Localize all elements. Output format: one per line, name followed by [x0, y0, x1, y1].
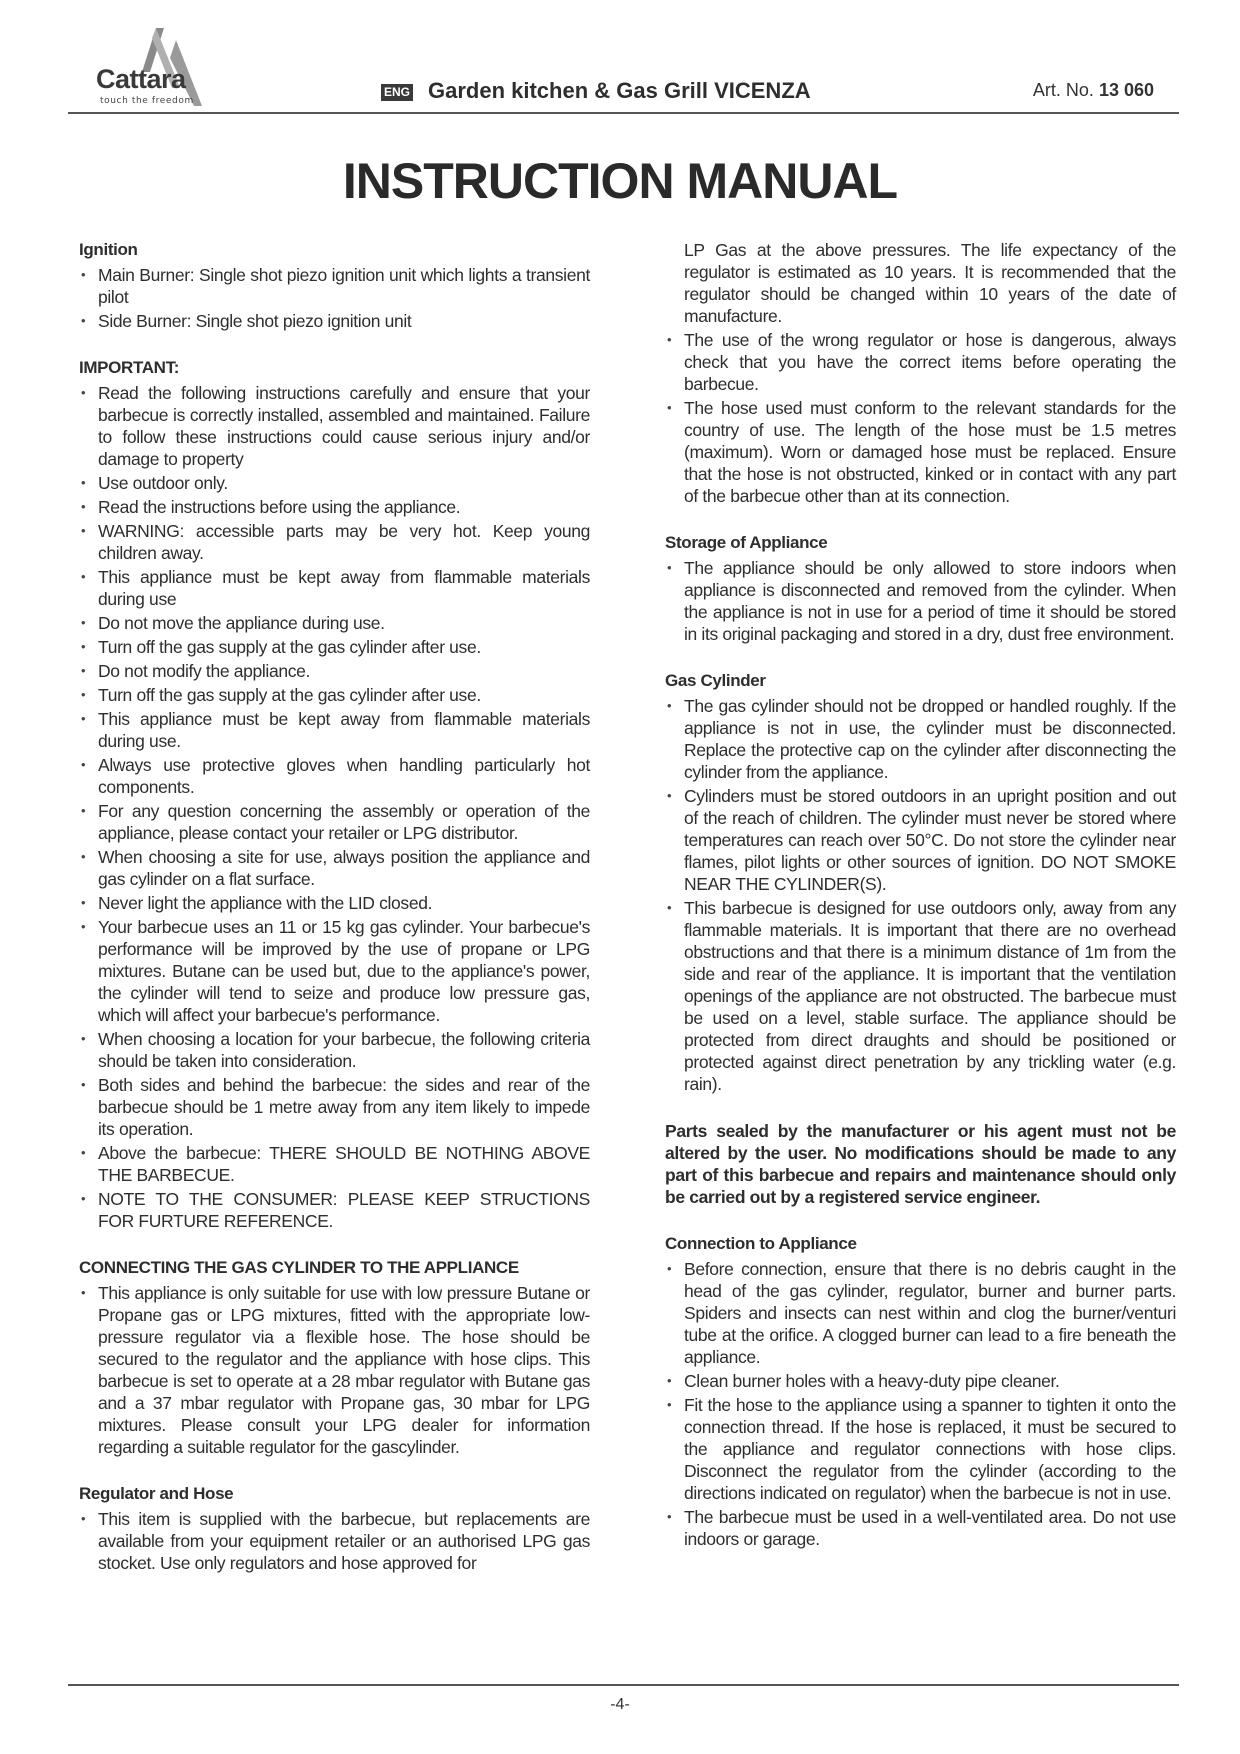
section-heading: Connection to Appliance — [665, 1234, 857, 1253]
list-item: • Side Burner: Single shot piezo ignition unit — [79, 310, 590, 332]
section — [79, 239, 590, 332]
list-item: • Use outdoor only. — [79, 472, 590, 494]
section — [79, 357, 590, 1232]
list-item: • Always use protective gloves when handling particularly hot components. — [79, 754, 590, 798]
list-item: • Cylinders must be stored outdoors in an upright position and out of the reach of children. The cylinder must never be stored where temperatures can reach over 50°C. Do not store the cylinder near flames, pilot lights or other sources of ignition. DO NOT SMOKE NEAR THE CYLINDER(S). — [665, 785, 1176, 895]
header-divider — [68, 112, 1179, 114]
list-item: • Before connection, ensure that there is no debris caught in the head of the gas cylinder, regulator, burner and burner parts. Spiders and insects can nest within and clog the burner/venturi tube at the orifice. A clogged burner can lead to a fire beneath the appliance. — [665, 1258, 1176, 1368]
section — [665, 532, 1176, 645]
bullet-list — [79, 1282, 590, 1458]
page-title: INSTRUCTION MANUAL — [342, 153, 898, 209]
list-item: • Turn off the gas supply at the gas cylinder after use. — [79, 684, 590, 706]
list-item: • This appliance is only suitable for use with low pressure Butane or Propane gas or LPG mixtures, fitted with the appropriate low-pressure regulator via a flexible hose. The hose should be secured to the regulator and the appliance with hose clips. This barbecue is set to operate at a 28 mbar regulator with Butane gas and a 37 mbar regulator with Propane gas, 30 mbar for LPG mixtures. Please consult your LPG dealer for information regarding a suitable regulator for the gascylinder. — [79, 1282, 590, 1458]
list-item: • This appliance must be kept away from flammable materials during use — [79, 566, 590, 610]
product-title: Garden kitchen & Gas Grill VICENZA — [428, 78, 811, 103]
bullet-list — [79, 382, 590, 1232]
list-item: • Your barbecue uses an 11 or 15 kg gas cylinder. Your barbecue's performance will be improved by the use of propane or LPG mixtures. Butane can be used but, due to the appliance's power, the cylinder will tend to seize and produce low pressure gas, which will affect your barbecue's performance. — [79, 916, 590, 1026]
language-badge: ENG — [381, 84, 413, 101]
list-item: • This item is supplied with the barbecue, but replacements are available from your equipment retailer or an authorised LPG gas stocket. Use only regulators and hose approved for — [79, 1508, 590, 1574]
bullet-list — [665, 1258, 1176, 1550]
section — [665, 1233, 1176, 1550]
bullet-list — [665, 695, 1176, 1095]
section — [665, 670, 1176, 1095]
list-item: • The gas cylinder should not be dropped or handled roughly. If the appliance is not in use, the cylinder must be disconnected. Replace the protective cap on the cylinder after disconnecting the cylinder from the appliance. — [665, 695, 1176, 783]
bullet-list — [79, 1508, 590, 1574]
list-item: • Do not move the appliance during use. — [79, 612, 590, 634]
list-item: • This appliance must be kept away from flammable materials during use. — [79, 708, 590, 752]
footer-divider — [68, 1684, 1179, 1686]
section-heading: Gas Cylinder — [665, 671, 766, 690]
warning-note: Parts sealed by the manufacturer or his agent must not be altered by the user. No modifications should be made to any part of this barbecue and repairs and maintenance should only be carried out by a registered service engineer. — [665, 1121, 1176, 1207]
list-item: • This barbecue is designed for use outdoors only, away from any flammable materials. It is important that there are no overhead obstructions and that there is a minimum distance of 1m from the side and rear of the appliance. It is important that the ventilation openings of the appliance are not obstructed. The barbecue must be used on a level, stable surface. The appliance should be protected from direct draughts and should be positioned or protected against direct penetration by any trickling water (e.g. rain). — [665, 897, 1176, 1095]
section-heading: Regulator and Hose — [79, 1484, 234, 1503]
list-item: • Main Burner: Single shot piezo ignition unit which lights a transient pilot — [79, 264, 590, 308]
list-item: • Do not modify the appliance. — [79, 660, 590, 682]
cattara-logo — [92, 28, 222, 110]
section — [79, 1483, 590, 1574]
list-item: • WARNING: accessible parts may be very hot. Keep young children away. — [79, 520, 590, 564]
section-heading: Ignition — [79, 240, 138, 259]
list-item: • Turn off the gas supply at the gas cylinder after use. — [79, 636, 590, 658]
list-item: • When choosing a location for your barbecue, the following criteria should be taken into consideration. — [79, 1028, 590, 1072]
section-heading: Storage of Appliance — [665, 533, 828, 552]
right-column — [665, 239, 1176, 1575]
section-heading: IMPORTANT: — [79, 358, 180, 377]
list-item: • Read the following instructions carefully and ensure that your barbecue is correctly installed, assembled and maintained. Failure to follow these instructions could cause serious injury and/or damage to property — [79, 382, 590, 470]
list-item: • For any question concerning the assembly or operation of the appliance, please contact your retailer or LPG distributor. — [79, 800, 590, 844]
list-item: • Read the instructions before using the appliance. — [79, 496, 590, 518]
continuation-list — [665, 329, 1176, 507]
section-heading: CONNECTING THE GAS CYLINDER TO THE APPLIANCE — [79, 1258, 519, 1277]
article-number — [1033, 80, 1154, 101]
continuation-paragraph: LP Gas at the above pressures. The life expectancy of the regulator is estimated as 10 years. It is recommended that the regulator should be changed within 10 years of the date of manufacture. — [684, 240, 1176, 326]
list-item: • The barbecue must be used in a well-ventilated area. Do not use indoors or garage. — [665, 1506, 1176, 1550]
list-item: • Both sides and behind the barbecue: the sides and rear of the barbecue should be 1 metre away from any item likely to impede its operation. — [79, 1074, 590, 1140]
list-item: • The appliance should be only allowed to store indoors when appliance is disconnected and removed from the cylinder. When the appliance is not in use for a period of time it should be stored in its original packaging and stored in a dry, dust free environment. — [665, 557, 1176, 645]
brand-name: Cattara — [96, 64, 186, 94]
list-item: • Above the barbecue: THERE SHOULD BE NOTHING ABOVE THE BARBECUE. — [79, 1142, 590, 1186]
article-value: 13 060 — [1098, 80, 1154, 100]
list-item: • When choosing a site for use, always position the appliance and gas cylinder on a flat surface. — [79, 846, 590, 890]
list-item: • The use of the wrong regulator or hose is dangerous, always check that you have the correct items before operating the barbecue. — [665, 329, 1176, 395]
list-item: • Never light the appliance with the LID closed. — [79, 892, 590, 914]
page-number: -4- — [610, 1696, 630, 1713]
left-column — [79, 239, 590, 1599]
list-item: • Clean burner holes with a heavy-duty pipe cleaner. — [665, 1370, 1176, 1392]
bullet-list — [665, 557, 1176, 645]
brand-tagline: touch the freedom — [100, 96, 194, 106]
list-item: • Fit the hose to the appliance using a spanner to tighten it onto the connection thread. If the hose is replaced, it must be secured to the appliance and regulator connections with hose clips. Disconnect the regulator from the cylinder (according to the directions indicated on regulator) when the barbecue is not in use. — [665, 1394, 1176, 1504]
article-label: Art. No. — [1032, 80, 1094, 100]
list-item: • The hose used must conform to the relevant standards for the country of use. The length of the hose must be 1.5 metres (maximum). Worn or damaged hose must be replaced. Ensure that the hose is not obstructed, kinked or in contact with any part of the barbecue other than at its connection. — [665, 397, 1176, 507]
section — [79, 1257, 590, 1458]
bullet-list — [79, 264, 590, 332]
list-item: • NOTE TO THE CONSUMER: PLEASE KEEP STRUCTIONS FOR FURTURE REFERENCE. — [79, 1188, 590, 1232]
